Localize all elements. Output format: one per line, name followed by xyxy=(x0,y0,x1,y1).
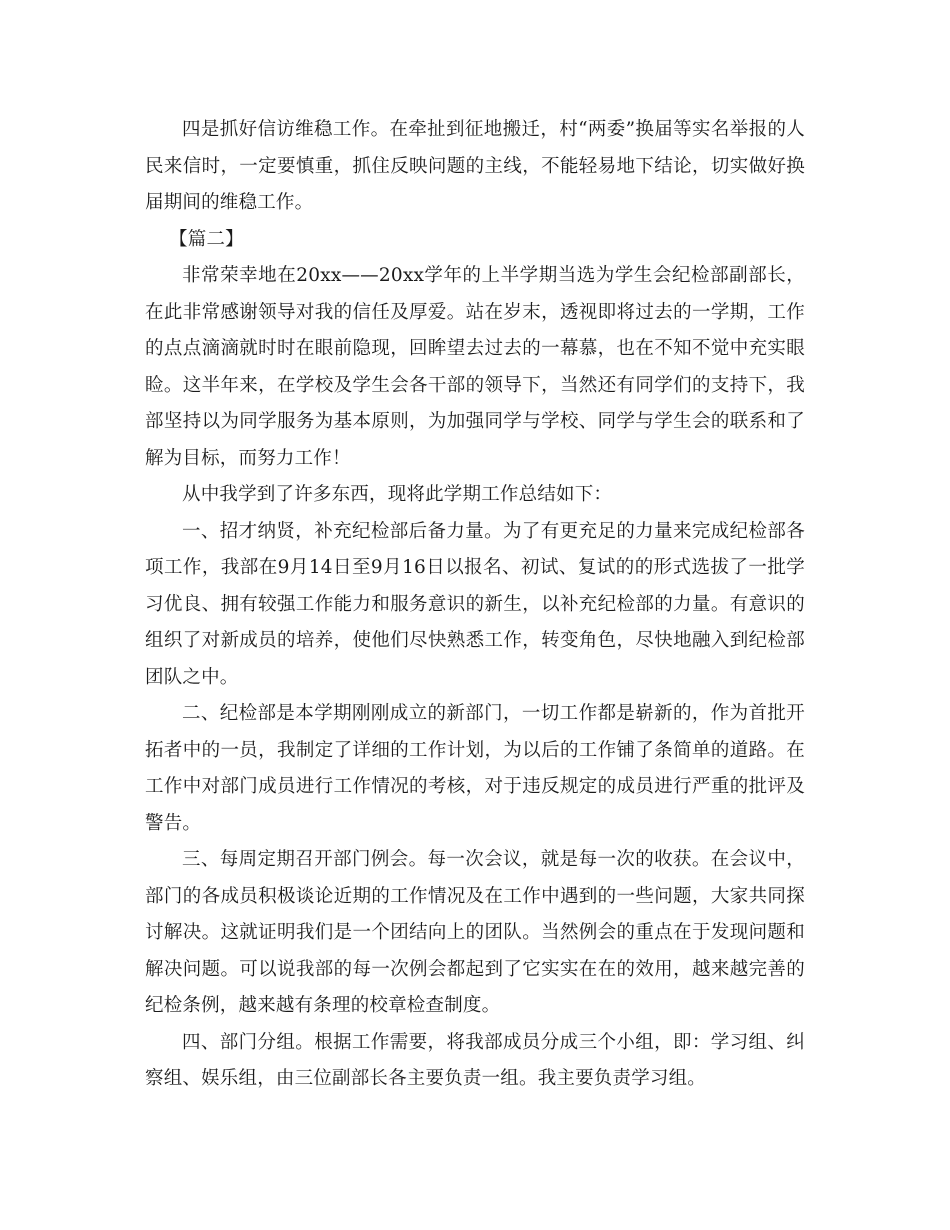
paragraph-introduction: 非常荣幸地在20xx——20xx学年的上半学期当选为学生会纪检部副部长，在此非常感谢领导对我的信任及厚爱。站在岁末，透视即将过去的一学期，工作的点点滴滴就时时在眼前隐现，回眸望去过去的一幕慕，也在不知不觉中充实眼睑。这半年来，在学校及学生会各干部的领导下，当然还有同学们的支持下，我部坚持以为同学服务为基本原则，为加强同学与学校、同学与学生会的联系和了解为目标，而努力工作！ xyxy=(145,265,805,469)
paragraph-item-two: 二、纪检部是本学期刚刚成立的新部门，一切工作都是崭新的，作为首批开拓者中的一员，我制定了详细的工作计划，为以后的工作铺了条简单的道路。在工作中对部门成员进行工作情况的考核，对于违反规定的成员进行严重的批评及警告。 xyxy=(145,703,805,834)
paragraph-item-one: 一、招才纳贤，补充纪检部后备力量。为了有更充足的力量来完成纪检部各项工作，我部在9月14日至9月16日以报名、初试、复试的的形式选拔了一批学习优良、拥有较强工作能力和服务意识的新生，以补充纪检部的力量。有意识的组织了对新成员的培养，使他们尽快熟悉工作，转变角色，尽快地融入到纪检部团队之中。 xyxy=(145,520,805,688)
paragraph-item-four: 四、部门分组。根据工作需要，将我部成员分成三个小组，即：学习组、纠察组、娱乐组，由三位副部长各主要负责一组。我主要负责学习组。 xyxy=(145,1031,805,1089)
document-body xyxy=(145,112,805,1098)
paragraph-item-three: 三、每周定期召开部门例会。每一次会议，就是每一次的收获。在会议中，部门的各成员积极谈论近期的工作情况及在工作中遇到的一些问题，大家共同探讨解决。这就证明我们是一个团结向上的团队。当然例会的重点在于发现问题和解决问题。可以说我部的每一次例会都起到了它实实在在的效用，越来越完善的纪检条例，越来越有条理的校章检查制度。 xyxy=(145,849,805,1016)
paragraph-stability-work: 四是抓好信访维稳工作。在牵扯到征地搬迁，村“两委”换届等实名举报的人民来信时，一定要慎重，抓住反映问题的主线，不能轻易地下结论，切实做好换届期间的维稳工作。 xyxy=(145,119,805,213)
paragraph-summary-intro: 从中我学到了许多东西，现将此学期工作总结如下： xyxy=(182,484,613,505)
section-heading: 【篇二】 xyxy=(169,228,244,250)
